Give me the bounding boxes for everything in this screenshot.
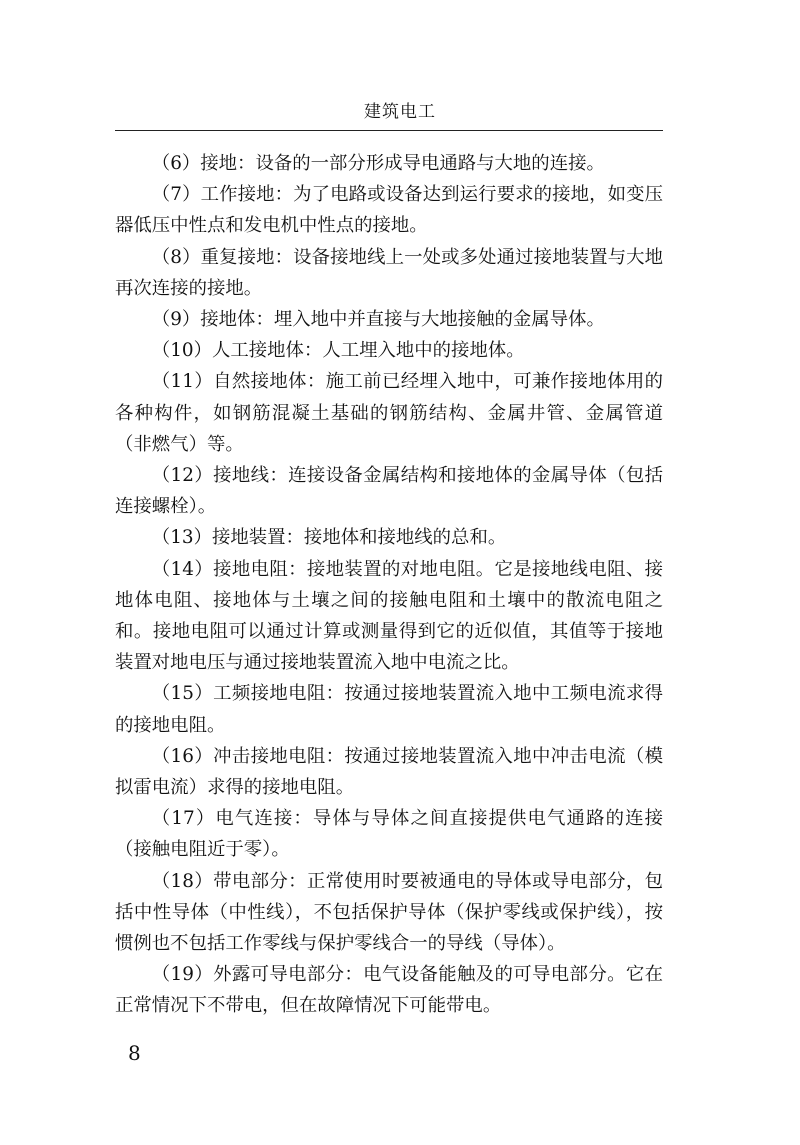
paragraph-16-impulse-resistance: （16）冲击接地电阻：按通过接地装置流入地中冲击电流（模拟雷电流）求得的接地电阻。 bbox=[115, 745, 663, 799]
paragraph-9-grounding-electrode: （9）接地体：埋入地中并直接与大地接触的金属导体。 bbox=[151, 309, 605, 331]
paragraph-10-artificial-electrode: （10）人工接地体：人工埋入地中的接地体。 bbox=[151, 340, 525, 362]
paragraph-11-natural-electrode: （11）自然接地体：施工前已经埋入地中，可兼作接地体用的各种构件，如钢筋混凝土基础的钢筋结构、金属井管、金属管道（非燃气）等。 bbox=[115, 371, 663, 455]
paragraph-12-grounding-conductor: （12）接地线：连接设备金属结构和接地体的金属导体（包括连接螺栓）。 bbox=[115, 465, 663, 518]
body-text bbox=[115, 148, 663, 1022]
header-rule bbox=[115, 130, 663, 131]
paragraph-8-repeated-grounding: （8）重复接地：设备接地线上一处或多处通过接地装置与大地再次连接的接地。 bbox=[115, 246, 663, 299]
running-head-title: 建筑电工 bbox=[364, 102, 436, 122]
paragraph-13-grounding-device: （13）接地装置：接地体和接地线的总和。 bbox=[151, 527, 507, 549]
paragraph-17-electrical-connection: （17）电气连接：导体与导体之间直接提供电气通路的连接（接触电阻近于零）。 bbox=[115, 808, 663, 861]
paragraph-15-power-frequency-resistance: （15）工频接地电阻：按通过接地装置流入地中工频电流求得的接地电阻。 bbox=[115, 683, 663, 736]
paragraph-18-live-parts: （18）带电部分：正常使用时要被通电的导体或导电部分，包括中性导体（中性线），不包括保护导体（保护零线或保护线），按惯例也不包括工作零线与保护零线合一的导线（导体）。 bbox=[115, 870, 663, 955]
paragraph-7-working-grounding: （7）工作接地：为了电路或设备达到运行要求的接地，如变压器低压中性点和发电机中性点的接地。 bbox=[115, 184, 663, 237]
page-number: 8 bbox=[128, 1041, 141, 1065]
paragraph-19-exposed-conductive-parts: （19）外露可导电部分：电气设备能触及的可导电部分。它在正常情况下不带电，但在故障情况下可能带电。 bbox=[115, 964, 663, 1017]
paragraph-6-grounding: （6）接地：设备的一部分形成导电通路与大地的连接。 bbox=[151, 153, 605, 174]
paragraph-14-grounding-resistance: （14）接地电阻：接地装置的对地电阻。它是接地线电阻、接地体电阻、接地体与土壤之间的接触电阻和土壤中的散流电阻之和。接地电阻可以通过计算或测量得到它的近似值，其值等于接地装置对地电压与通过接地装置流入地中电流之比。 bbox=[115, 558, 663, 674]
